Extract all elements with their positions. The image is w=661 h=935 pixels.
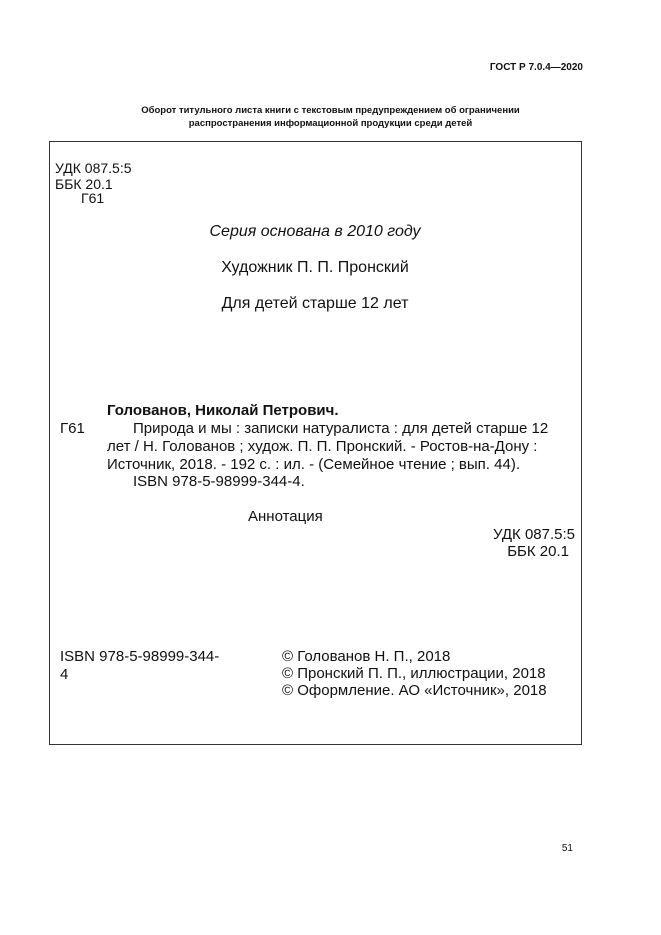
standard-code: ГОСТ Р 7.0.4—2020	[489, 62, 583, 73]
caption-line-2: распространения информационной продукции среди детей	[188, 118, 473, 129]
isbn-line-1: ISBN 978-5-98999-344-	[60, 648, 220, 665]
bbk-bottom: ББК 20.1	[507, 543, 569, 560]
record-line-1: Природа и мы : записки натуралиста : для детей старше 12	[133, 420, 549, 437]
artist-note: Художник П. П. Пронский	[221, 259, 409, 276]
figure-caption	[0, 104, 661, 130]
annotation-label: Аннотация	[248, 508, 323, 525]
author-mark: Г61	[60, 420, 85, 437]
series-note: Серия основана в 2010 году	[209, 223, 421, 240]
udk-bottom: УДК 087.5:5	[493, 526, 575, 543]
record-line-3: Источник, 2018. - 192 с. : ил. - (Семейное чтение ; вып. 44).	[107, 456, 520, 473]
bbk-top: ББК 20.1	[55, 176, 113, 192]
udk-top: УДК 087.5:5	[55, 160, 132, 176]
record-line-2: лет / Н. Голованов ; худож. П. П. Пронский. - Ростов-на-Дону :	[107, 438, 538, 455]
page-number: 51	[561, 843, 573, 854]
author-mark-top: Г61	[81, 190, 105, 206]
author-heading: Голованов, Николай Петрович.	[107, 402, 339, 419]
copyright-illustrations: © Пронский П. П., иллюстрации, 2018	[282, 665, 546, 682]
age-warning: Для детей старше 12 лет	[221, 295, 409, 312]
isbn-line-2: 4	[60, 666, 69, 683]
copyright-author: © Голованов Н. П., 2018	[282, 648, 451, 665]
copyright-design: © Оформление. АО «Источник», 2018	[282, 682, 547, 699]
record-isbn: ISBN 978-5-98999-344-4.	[133, 473, 305, 490]
caption-line-1: Оборот титульного листа книги с текстовым предупреждением об ограничении	[141, 105, 520, 116]
